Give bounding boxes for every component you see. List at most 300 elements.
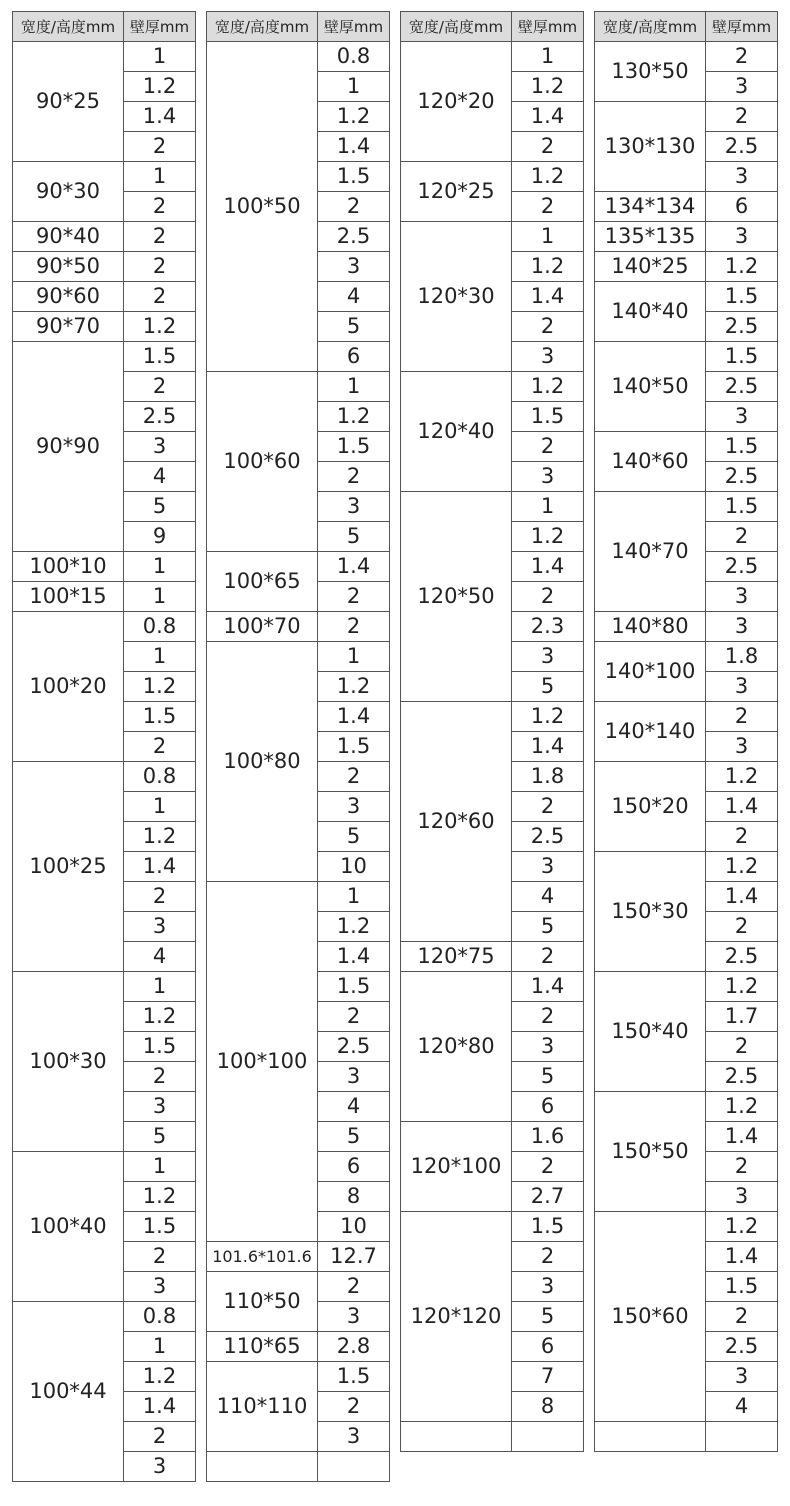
wall-cell: 2 [706,702,778,732]
table-row [207,1362,390,1392]
size-cell: 100*70 [207,612,318,642]
wall-cell: 0.8 [124,762,196,792]
size-cell: 120*60 [401,702,512,942]
table-row [595,1212,778,1242]
wall-cell: 2.7 [512,1182,584,1212]
wall-cell: 3 [706,672,778,702]
size-cell: 90*70 [13,312,124,342]
table-row [13,762,196,792]
table-row [595,432,778,462]
wall-cell: 1 [512,222,584,252]
size-cell: 120*100 [401,1122,512,1212]
size-cell: 140*80 [595,612,706,642]
wall-cell: 1.2 [124,1002,196,1032]
wall-cell: 2 [512,132,584,162]
table-row [401,1122,584,1152]
wall-cell: 5 [512,912,584,942]
size-cell: 150*20 [595,762,706,852]
wall-cell: 5 [318,522,390,552]
size-cell: 130*130 [595,102,706,192]
header-size: 宽度/高度mm [13,12,124,42]
wall-cell: 1.4 [318,942,390,972]
table-row [595,192,778,222]
wall-cell: 2 [512,432,584,462]
wall-cell: 2 [318,762,390,792]
table-row [595,612,778,642]
table-row [13,42,196,72]
table-row [401,222,584,252]
table-row [401,42,584,72]
size-cell [401,1422,512,1452]
wall-cell: 2 [706,912,778,942]
wall-cell: 2.5 [706,1062,778,1092]
wall-cell: 2.5 [318,222,390,252]
wall-cell: 2 [318,192,390,222]
table-row [207,1272,390,1302]
wall-cell: 2 [318,1392,390,1422]
size-cell: 90*40 [13,222,124,252]
size-cell: 90*30 [13,162,124,222]
size-cell: 100*60 [207,372,318,552]
wall-cell: 1.2 [512,162,584,192]
table-row [13,1152,196,1182]
wall-cell: 5 [512,1062,584,1092]
wall-cell: 3 [512,1272,584,1302]
size-cell: 120*120 [401,1212,512,1422]
size-cell: 150*60 [595,1212,706,1422]
wall-cell: 1 [124,582,196,612]
size-cell: 90*25 [13,42,124,162]
wall-cell: 3 [706,402,778,432]
wall-cell: 2.5 [706,1332,778,1362]
wall-cell: 2 [512,582,584,612]
wall-cell: 1.2 [124,72,196,102]
wall-cell: 1 [124,1332,196,1362]
spec-table-1 [12,11,196,1482]
size-cell: 150*30 [595,852,706,972]
wall-cell: 1.2 [706,1212,778,1242]
wall-cell: 2 [706,1302,778,1332]
size-cell: 100*50 [207,42,318,372]
wall-cell: 3 [318,1422,390,1452]
size-cell: 100*65 [207,552,318,612]
wall-cell: 4 [124,462,196,492]
wall-cell: 1.5 [124,702,196,732]
wall-cell: 1.4 [318,552,390,582]
spec-table-2 [206,11,390,1482]
table-row [401,162,584,192]
size-cell: 100*20 [13,612,124,762]
table-row [13,222,196,252]
size-cell: 150*40 [595,972,706,1092]
wall-cell: 2 [512,312,584,342]
size-cell: 100*15 [13,582,124,612]
wall-cell: 6 [512,1332,584,1362]
size-cell: 140*100 [595,642,706,702]
wall-cell: 1.5 [512,1212,584,1242]
wall-cell: 0.8 [124,1302,196,1332]
wall-cell: 2 [706,102,778,132]
size-cell: 140*140 [595,702,706,762]
table-row [13,162,196,192]
wall-cell: 1.4 [124,1392,196,1422]
size-cell: 120*50 [401,492,512,702]
table-row [13,612,196,642]
wall-cell: 2 [706,42,778,72]
table-row [401,492,584,522]
header-row [13,12,196,42]
wall-cell: 1.4 [124,102,196,132]
header-wall: 壁厚mm [124,12,196,42]
wall-cell: 2.5 [706,462,778,492]
wall-cell: 3 [706,162,778,192]
header-wall: 壁厚mm [706,12,778,42]
wall-cell: 1.5 [124,1212,196,1242]
wall-cell: 1 [124,552,196,582]
size-cell: 134*134 [595,192,706,222]
wall-cell: 3 [124,1092,196,1122]
table-row [401,972,584,1002]
header-row [207,12,390,42]
wall-cell: 1.2 [318,402,390,432]
wall-cell: 1.2 [318,912,390,942]
size-cell: 140*25 [595,252,706,282]
wall-cell: 1 [318,72,390,102]
wall-cell: 1.4 [512,972,584,1002]
wall-cell: 3 [706,582,778,612]
header-row [595,12,778,42]
size-cell [207,1452,318,1482]
table-row [595,972,778,1002]
table-row [13,312,196,342]
wall-cell: 2.5 [124,402,196,432]
wall-cell: 3 [706,612,778,642]
table-row [401,942,584,972]
wall-cell: 4 [512,882,584,912]
table-row [207,1242,390,1272]
wall-cell: 1.8 [512,762,584,792]
wall-cell: 2 [124,222,196,252]
wall-cell: 3 [318,1302,390,1332]
wall-cell: 1.2 [706,1092,778,1122]
wall-cell: 4 [124,942,196,972]
wall-cell: 2 [318,462,390,492]
size-cell: 120*30 [401,222,512,372]
size-cell: 100*10 [13,552,124,582]
wall-cell: 1.5 [706,492,778,522]
table-row [595,702,778,732]
wall-cell: 2 [124,882,196,912]
size-cell: 120*80 [401,972,512,1122]
wall-cell: 10 [318,1212,390,1242]
wall-cell: 2 [318,1272,390,1302]
table-row [595,852,778,882]
wall-cell: 2 [318,612,390,642]
wall-cell: 6 [318,1152,390,1182]
wall-cell: 1.5 [318,972,390,1002]
wall-cell: 3 [124,1272,196,1302]
wall-cell: 1.4 [124,852,196,882]
wall-cell: 2 [124,1242,196,1272]
wall-cell: 1.4 [706,1122,778,1152]
wall-cell: 2 [318,1002,390,1032]
wall-cell: 1.2 [318,672,390,702]
size-cell: 100*100 [207,882,318,1242]
table-row [595,492,778,522]
wall-cell: 3 [318,492,390,522]
wall-cell: 1.5 [318,732,390,762]
wall-cell: 1.5 [124,1032,196,1062]
table-row [595,282,778,312]
size-cell: 110*65 [207,1332,318,1362]
wall-cell: 1.2 [706,252,778,282]
wall-cell: 1.6 [512,1122,584,1152]
wall-cell: 1.4 [512,552,584,582]
wall-cell: 5 [318,312,390,342]
size-cell: 140*70 [595,492,706,612]
wall-cell: 1.2 [706,972,778,1002]
wall-cell: 8 [318,1182,390,1212]
header-size: 宽度/高度mm [595,12,706,42]
wall-cell: 3 [318,792,390,822]
wall-cell: 2 [512,792,584,822]
table-row [401,702,584,732]
wall-cell: 3 [512,642,584,672]
size-cell: 150*50 [595,1092,706,1212]
table-row [401,1422,584,1452]
wall-cell: 1.5 [124,342,196,372]
size-cell: 100*80 [207,642,318,882]
size-cell: 90*60 [13,282,124,312]
table-row [595,342,778,372]
wall-cell: 2 [706,822,778,852]
wall-cell: 4 [318,1092,390,1122]
wall-cell: 2 [124,192,196,222]
table-row [595,762,778,792]
size-cell: 100*25 [13,762,124,972]
wall-cell: 3 [706,222,778,252]
wall-cell: 1.2 [124,312,196,342]
wall-cell: 1.4 [512,102,584,132]
wall-cell: 1.2 [512,72,584,102]
size-cell: 100*44 [13,1302,124,1482]
wall-cell: 1.8 [706,642,778,672]
wall-cell: 1.2 [124,822,196,852]
wall-cell: 2 [512,192,584,222]
size-cell: 100*40 [13,1152,124,1302]
wall-cell: 2 [124,252,196,282]
wall-cell: 2.3 [512,612,584,642]
wall-cell: 6 [318,342,390,372]
table-row [595,252,778,282]
size-cell: 120*75 [401,942,512,972]
wall-cell: 3 [124,432,196,462]
table-row [595,42,778,72]
wall-cell: 12.7 [318,1242,390,1272]
header-row [401,12,584,42]
wall-cell: 1.4 [706,882,778,912]
table-row [595,1422,778,1452]
header-wall: 壁厚mm [512,12,584,42]
wall-cell: 2.5 [318,1032,390,1062]
wall-cell: 5 [512,1302,584,1332]
size-cell: 110*110 [207,1362,318,1452]
wall-cell: 3 [124,1452,196,1482]
table-row [13,342,196,372]
table-row [13,582,196,612]
wall-cell: 1 [512,492,584,522]
wall-cell: 3 [512,1032,584,1062]
wall-cell: 3 [318,252,390,282]
wall-cell: 1 [318,642,390,672]
wall-cell: 3 [706,732,778,762]
wall-cell: 1.2 [124,672,196,702]
table-row [207,882,390,912]
wall-cell: 8 [512,1392,584,1422]
wall-cell: 1 [124,972,196,1002]
table-row [595,222,778,252]
wall-cell: 1.2 [124,1182,196,1212]
wall-cell: 1.2 [512,522,584,552]
size-cell: 90*50 [13,252,124,282]
wall-cell: 1.4 [706,1242,778,1272]
wall-cell: 1 [124,792,196,822]
wall-cell: 3 [512,462,584,492]
wall-cell: 1 [124,642,196,672]
wall-cell: 2.5 [706,312,778,342]
size-cell: 135*135 [595,222,706,252]
wall-cell: 0.8 [318,42,390,72]
table-row [207,612,390,642]
wall-cell: 1.5 [318,1362,390,1392]
wall-cell: 1.2 [512,252,584,282]
wall-cell: 1.2 [512,372,584,402]
wall-cell: 10 [318,852,390,882]
table-row [13,282,196,312]
wall-cell: 5 [124,1122,196,1152]
wall-cell: 5 [124,492,196,522]
wall-cell: 2 [512,1152,584,1182]
wall-cell: 1.2 [124,1362,196,1392]
size-cell: 110*50 [207,1272,318,1332]
wall-cell: 4 [706,1392,778,1422]
wall-cell: 1.2 [706,852,778,882]
size-cell: 90*90 [13,342,124,552]
wall-cell: 6 [706,192,778,222]
wall-cell: 3 [124,912,196,942]
wall-cell: 0.8 [124,612,196,642]
wall-cell: 1.5 [706,432,778,462]
wall-cell: 2 [318,582,390,612]
wall-cell: 3 [706,1362,778,1392]
wall-cell: 5 [318,1122,390,1152]
size-cell: 140*40 [595,282,706,342]
wall-cell: 3 [512,342,584,372]
size-cell: 140*60 [595,432,706,492]
spec-table-4 [594,11,778,1452]
wall-cell: 5 [318,822,390,852]
wall-cell: 2 [124,132,196,162]
wall-cell: 1 [124,1152,196,1182]
wall-cell: 2.8 [318,1332,390,1362]
wall-cell: 2 [706,1032,778,1062]
size-cell: 140*50 [595,342,706,432]
wall-cell: 2.5 [706,372,778,402]
table-row [207,1332,390,1362]
size-cell: 120*25 [401,162,512,222]
wall-cell: 4 [318,282,390,312]
wall-cell: 1 [124,162,196,192]
wall-cell: 1.4 [318,132,390,162]
wall-cell: 1.4 [318,702,390,732]
table-row [595,102,778,132]
wall-cell [318,1452,390,1482]
table-row [401,372,584,402]
wall-cell: 2 [124,372,196,402]
wall-cell: 1.5 [706,342,778,372]
size-cell: 120*20 [401,42,512,162]
table-row [13,252,196,282]
table-row [401,1212,584,1242]
table-row [207,372,390,402]
size-cell: 130*50 [595,42,706,102]
wall-cell: 2 [124,1422,196,1452]
wall-cell: 1.2 [706,762,778,792]
wall-cell: 1.5 [706,1272,778,1302]
wall-cell: 1.7 [706,1002,778,1032]
table-row [207,1452,390,1482]
table-row [207,642,390,672]
wall-cell: 3 [512,852,584,882]
wall-cell: 1.5 [318,162,390,192]
wall-cell: 1.2 [512,702,584,732]
table-row [207,42,390,72]
wall-cell: 6 [512,1092,584,1122]
wall-cell: 1.4 [512,732,584,762]
wall-cell: 1.5 [318,432,390,462]
wall-cell: 2.5 [706,132,778,162]
wall-cell: 1 [318,882,390,912]
spec-table-3 [400,11,584,1452]
wall-cell: 2 [124,282,196,312]
wall-cell [706,1422,778,1452]
header-size: 宽度/高度mm [207,12,318,42]
wall-cell: 2 [124,1062,196,1092]
wall-cell: 1.4 [512,282,584,312]
wall-cell: 2.5 [706,942,778,972]
wall-cell: 2 [706,522,778,552]
wall-cell: 3 [706,1182,778,1212]
wall-cell: 1.4 [706,792,778,822]
size-cell: 120*40 [401,372,512,492]
header-size: 宽度/高度mm [401,12,512,42]
size-cell: 100*30 [13,972,124,1152]
wall-cell: 1 [318,372,390,402]
wall-cell: 3 [706,72,778,102]
wall-cell: 1 [512,42,584,72]
wall-cell: 2 [512,1242,584,1272]
size-cell [595,1422,706,1452]
table-row [13,972,196,1002]
wall-cell: 2 [124,732,196,762]
wall-cell: 2.5 [512,822,584,852]
table-row [595,642,778,672]
wall-cell: 1.5 [706,282,778,312]
table-row [13,1302,196,1332]
wall-cell: 1.2 [318,102,390,132]
table-row [595,1092,778,1122]
wall-cell: 2 [512,1002,584,1032]
